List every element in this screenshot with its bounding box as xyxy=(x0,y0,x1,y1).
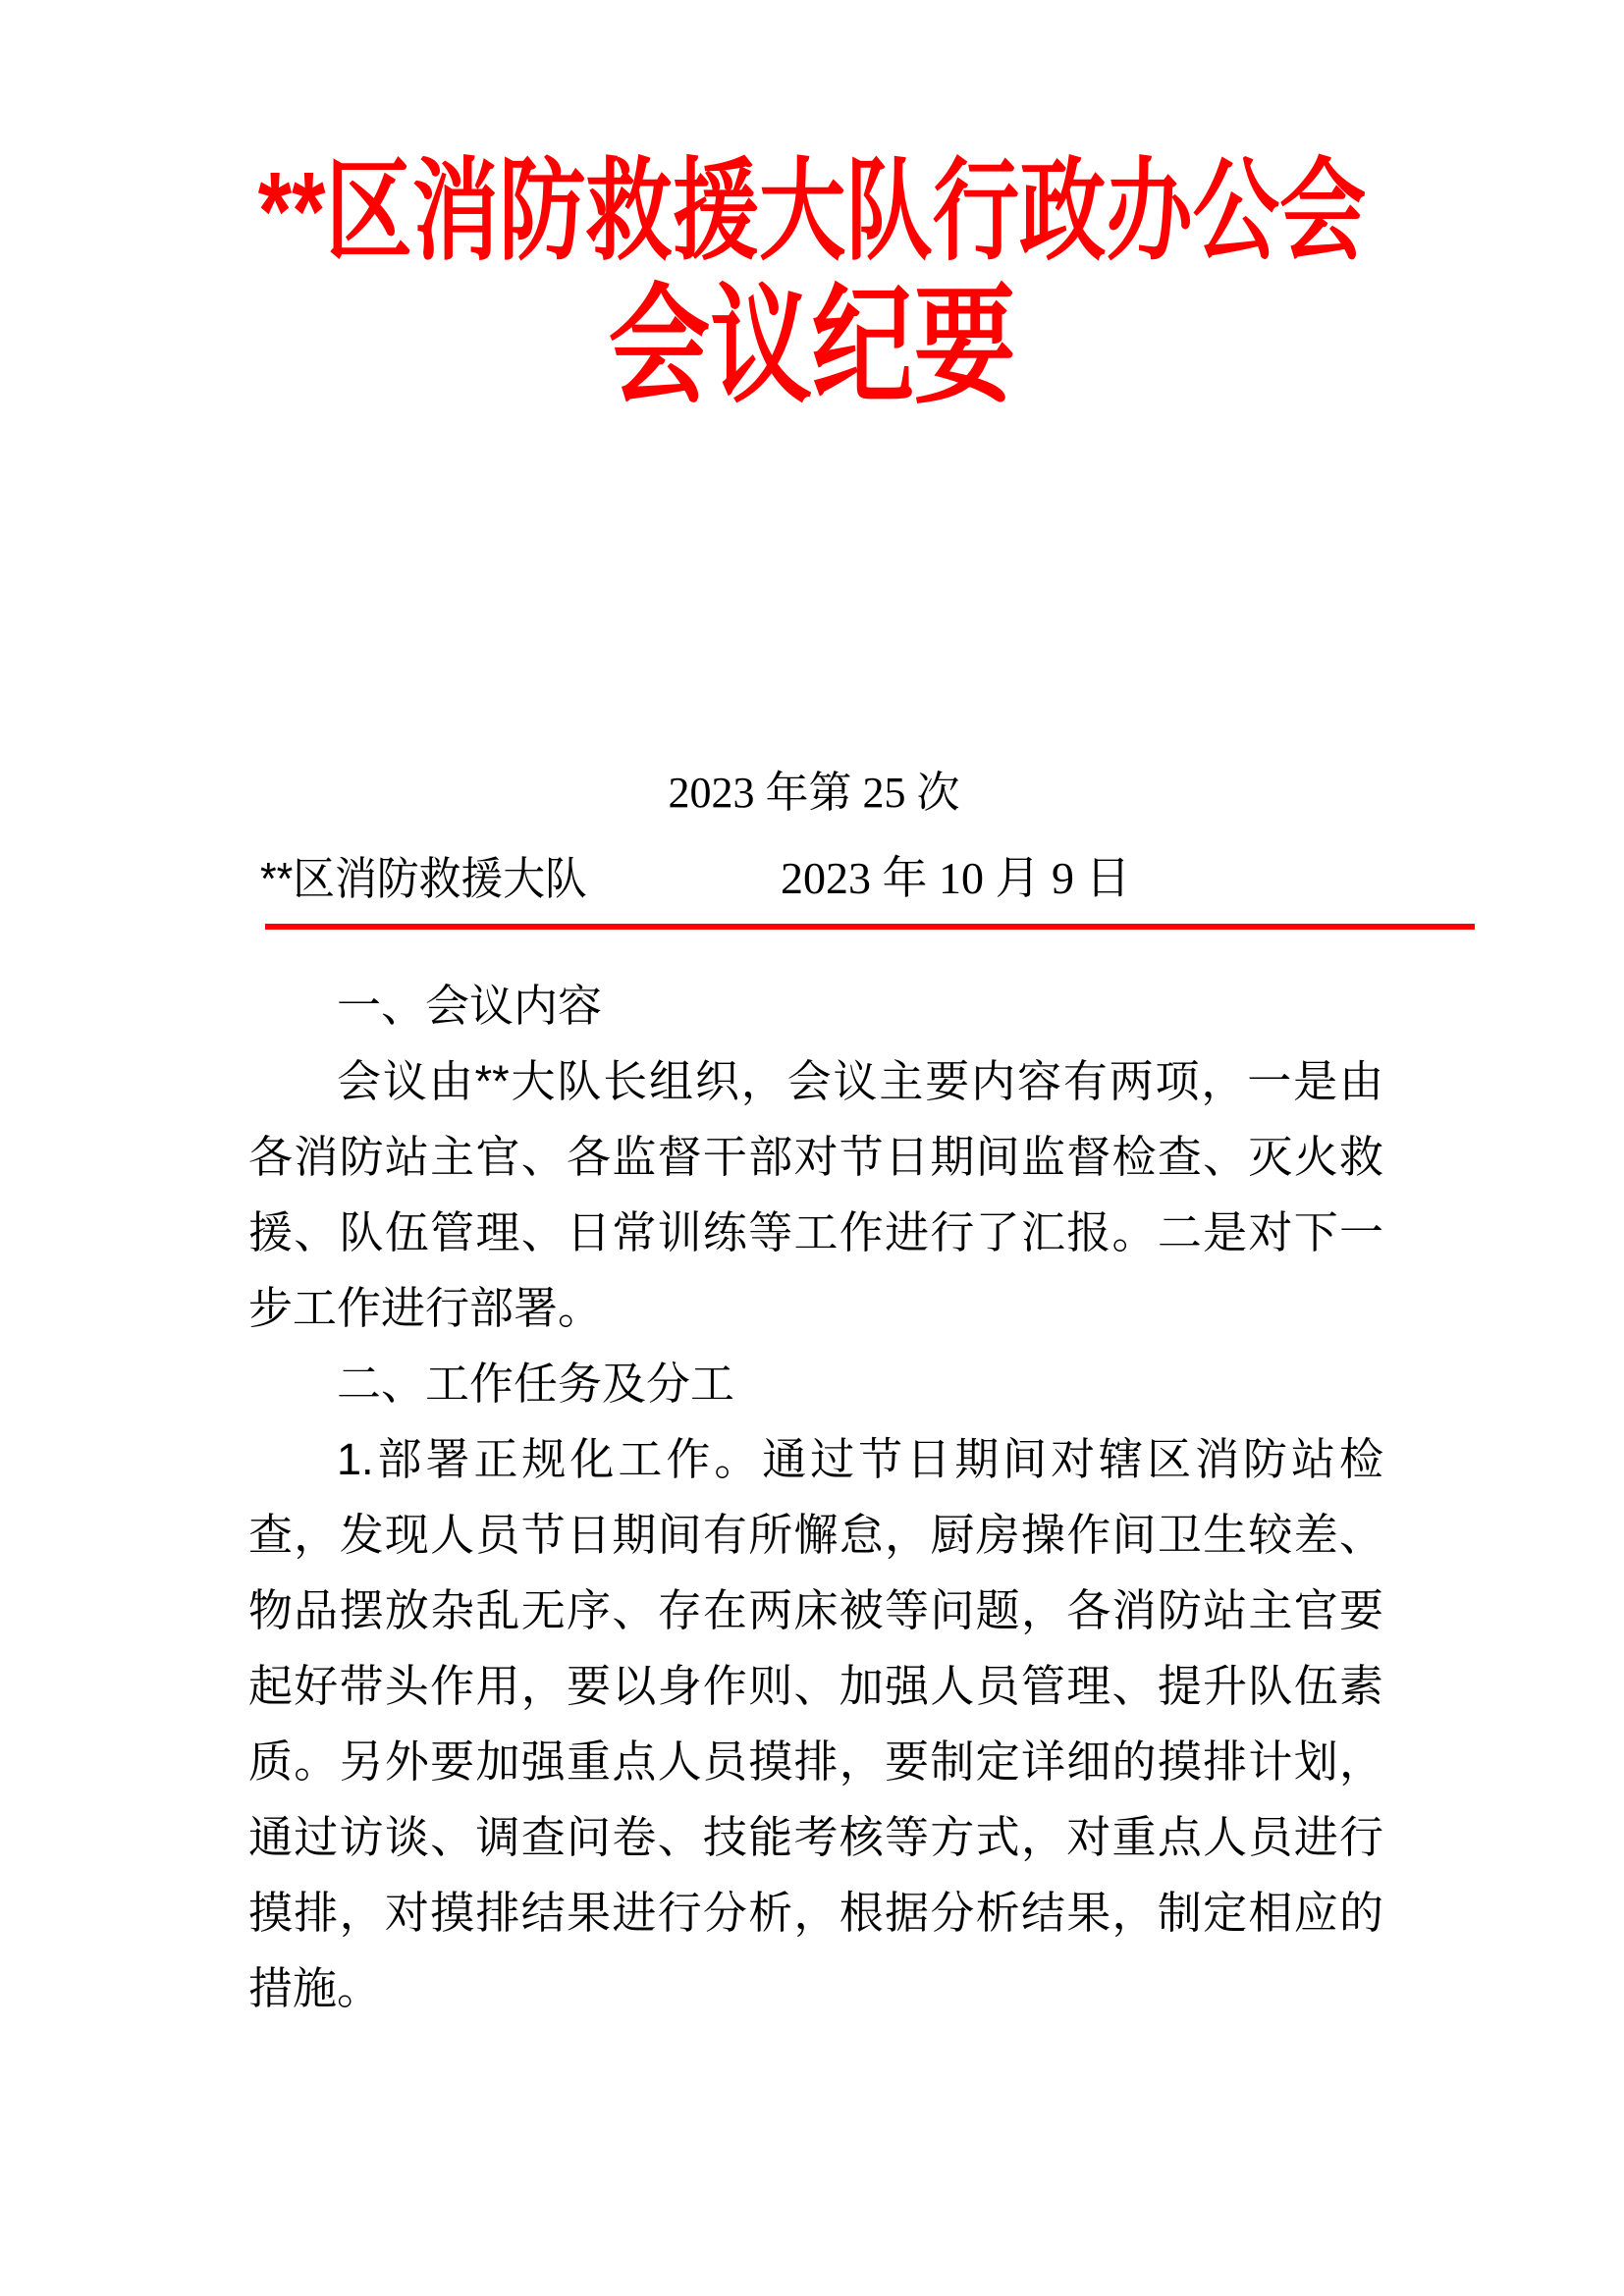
body-paragraph: 会议由**大队长组织，会议主要内容有两项，一是由各消防站主官、各监督干部对节日期间监督检查、灭火救援、队伍管理、日常训练等工作进行了汇报。二是对下一步工作进行部署。 xyxy=(248,1056,1383,1333)
issuing-unit: **区消防救援大队 xyxy=(260,853,587,904)
issue-date: 2023 年 10 月 9 日 xyxy=(781,853,1131,903)
document-header-meta xyxy=(248,762,1380,915)
document-title-line-1: **区消防救援大队行政办公会 xyxy=(257,149,1367,274)
body-paragraph: 一、会议内容 xyxy=(337,981,603,1031)
body-paragraph: 1.部署正规化工作。通过节日期间对辖区消防站检查，发现人员节日期间有所懈怠，厨房操作间卫生较差、物品摆放杂乱无序、存在两床被等问题，各消防站主官要起好带头作用，要以身作则、加强人员管理、提升队伍素质。另外要加强重点人员摸排，要制定详细的摸排计划，通过访谈、调查问卷、技能考核等方式，对重点人员进行摸排，对摸排结果进行分析，根据分析结果，制定相应的措施。 xyxy=(248,1434,1383,2013)
issue-number: 2023 年第 25 次 xyxy=(668,769,960,817)
body-paragraph: 二、工作任务及分工 xyxy=(337,1359,735,1409)
document-body xyxy=(248,968,1383,2026)
document-title-line-2: 会议纪要 xyxy=(608,273,1016,419)
meta-row xyxy=(248,842,1380,915)
document-title-block xyxy=(0,147,1624,419)
red-separator-rule xyxy=(265,924,1475,930)
